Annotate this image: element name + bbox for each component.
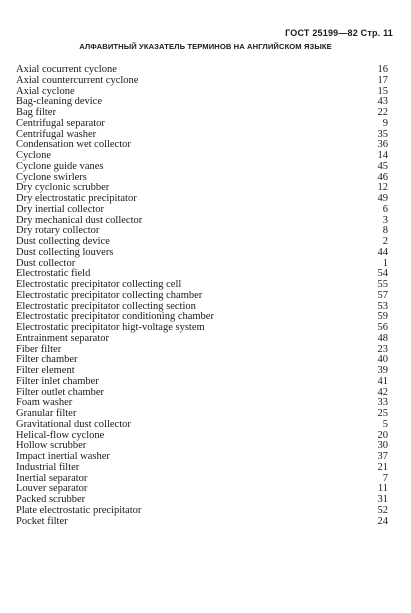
term-name: Cyclone guide vanes [16, 160, 104, 172]
term-name: Gravitational dust collector [16, 418, 131, 430]
term-page-number: 21 [377, 461, 388, 473]
term-row [16, 76, 388, 87]
term-page-number: 57 [377, 289, 388, 301]
term-page-number: 22 [377, 107, 388, 118]
term-name: Condensation wet collector [16, 139, 131, 151]
term-page-number: 33 [377, 397, 388, 409]
term-name: Electrostatic precipitator collecting chamber [16, 289, 203, 301]
term-name: Fiber filter [16, 343, 62, 355]
term-page-number: 5 [382, 418, 388, 430]
term-name: Hollow scrubber [16, 440, 87, 452]
term-name: Centrifugal washer [16, 128, 97, 140]
term-row [16, 162, 388, 173]
term-index-list [16, 65, 388, 527]
term-row [16, 377, 388, 388]
term-page-number: 23 [377, 343, 388, 355]
term-page-number: 54 [377, 268, 388, 280]
term-page-number: 15 [377, 85, 388, 97]
term-name: Axial countercurrent cyclone [16, 74, 139, 86]
term-name: Granular filter [16, 408, 77, 419]
term-page-number: 36 [377, 139, 388, 151]
term-row [16, 463, 388, 474]
term-page-number: 7 [382, 472, 388, 484]
term-row [16, 291, 388, 302]
term-name: Dry mechanical dust collector [16, 214, 143, 226]
term-name: Bag-cleaning device [16, 96, 102, 108]
term-page-number: 1 [382, 257, 388, 269]
term-name: Filter element [16, 365, 75, 376]
term-name: Electrostatic precipitator higt-voltage system [16, 322, 205, 333]
term-page-number: 40 [377, 354, 388, 366]
term-name: Cyclone [16, 150, 51, 161]
term-name: Helical-flow cyclone [16, 429, 105, 441]
term-page-number: 56 [377, 322, 388, 333]
term-name: Plate electrostatic precipitator [16, 504, 142, 516]
term-name: Cyclone swirlers [16, 171, 87, 183]
page-title: АЛФАВИТНЫЙ УКАЗАТЕЛЬ ТЕРМИНОВ НА АНГЛИЙСКОМ ЯЗЫКЕ [79, 42, 332, 51]
term-page-number: 59 [377, 311, 388, 323]
term-page-number: 49 [377, 193, 388, 204]
term-name: Centrifugal separator [16, 117, 105, 129]
term-page-number: 12 [377, 182, 388, 194]
term-name: Electrostatic precipitator collecting section [16, 300, 196, 312]
term-row [16, 420, 388, 431]
term-name: Filter outlet chamber [16, 386, 105, 398]
term-page-number: 3 [382, 214, 388, 226]
term-page-number: 16 [377, 64, 388, 75]
term-name: Dry rotary collector [16, 225, 100, 237]
term-name: Dry cyclonic scrubber [16, 182, 110, 194]
term-name: Dust collector [16, 257, 76, 269]
term-page-number: 9 [382, 117, 388, 129]
term-name: Inertial separator [16, 472, 88, 484]
term-name: Industrial filter [16, 461, 80, 473]
page-header: ГОСТ 25199—82 Стр. 11 [285, 28, 393, 38]
term-name: Electrostatic field [16, 268, 91, 280]
term-name: Entrainment separator [16, 332, 110, 344]
term-name: Electrostatic precipitator collecting cell [16, 279, 182, 290]
term-page-number: 39 [377, 365, 388, 376]
term-row [16, 506, 388, 517]
term-row [16, 517, 388, 528]
term-page-number: 31 [377, 494, 388, 505]
term-page-number: 53 [377, 300, 388, 312]
term-page-number: 52 [377, 504, 388, 516]
term-name: Louver separator [16, 483, 88, 495]
term-page-number: 20 [377, 429, 388, 441]
term-page-number: 14 [377, 150, 388, 161]
term-row [16, 140, 388, 151]
term-name: Bag filter [16, 107, 56, 118]
term-page-number: 37 [377, 451, 388, 462]
term-name: Axial cyclone [16, 85, 75, 97]
term-page-number: 35 [377, 128, 388, 140]
term-page-number: 6 [382, 203, 388, 215]
term-page-number: 44 [377, 246, 388, 258]
term-page-number: 55 [377, 279, 388, 290]
term-name: Filter chamber [16, 354, 78, 366]
term-name: Dust collecting device [16, 236, 110, 247]
term-row [16, 334, 388, 345]
term-page-number: 24 [377, 515, 388, 527]
term-name: Axial cocurrent cyclone [16, 64, 117, 75]
term-row [16, 248, 388, 259]
term-name: Dust collecting louvers [16, 246, 114, 258]
term-page-number: 11 [377, 483, 388, 495]
term-name: Packed scrubber [16, 494, 86, 505]
term-page-number: 41 [377, 375, 388, 387]
term-name: Dry electrostatic precipitator [16, 193, 137, 204]
term-name: Foam washer [16, 397, 73, 409]
term-name: Filter inlet chamber [16, 375, 99, 387]
term-page-number: 25 [377, 408, 388, 419]
term-page-number: 43 [377, 96, 388, 108]
term-page-number: 17 [377, 74, 388, 86]
term-row [16, 97, 388, 108]
term-page-number: 48 [377, 332, 388, 344]
term-name: Electrostatic precipitator conditioning chamber [16, 311, 214, 323]
term-page-number: 46 [377, 171, 388, 183]
term-name: Dry inertial collector [16, 203, 105, 215]
term-page-number: 45 [377, 160, 388, 172]
term-page-number: 8 [382, 225, 388, 237]
term-page-number: 30 [377, 440, 388, 452]
term-row [16, 205, 388, 216]
term-name: Impact inertial washer [16, 451, 110, 462]
term-name: Pocket filter [16, 515, 68, 527]
term-page-number: 2 [382, 236, 388, 247]
term-page-number: 42 [377, 386, 388, 398]
term-row [16, 119, 388, 130]
